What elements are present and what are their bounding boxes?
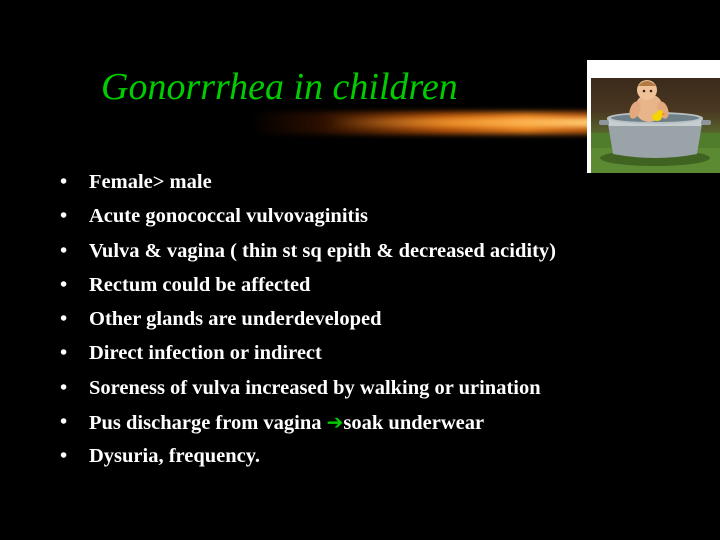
bullet-text: Rectum could be affected: [89, 273, 311, 296]
bullet-text: Other glands are underdeveloped: [89, 308, 382, 331]
bullet-text: Vulva & vagina ( thin st sq epith & decreased acidity): [89, 239, 556, 262]
baby-in-tub-photo: [587, 60, 720, 173]
bullet-icon: •: [60, 205, 68, 228]
bullet-text: Direct infection or indirect: [89, 342, 322, 365]
bullet-text: Acute gonococcal vulvovaginitis: [89, 205, 369, 228]
bullet-icon: •: [60, 445, 68, 468]
bullet-text: Female> male: [89, 171, 212, 193]
bullet-text: Dysuria, frequency.: [89, 445, 261, 468]
bullet-text-prefix: Pus discharge from vagina: [89, 412, 327, 435]
baby-in-tub-illustration: [591, 78, 720, 173]
bullet-icon: •: [60, 342, 68, 365]
bullet-text-suffix: soak underwear: [343, 412, 485, 435]
bullet-icon: •: [60, 171, 68, 193]
slide-title: Gonorrrhea in children: [101, 66, 458, 108]
bullet-text-with-arrow: [89, 408, 484, 437]
bullet-text: Soreness of vulva increased by walking or urination: [89, 376, 541, 399]
bullet-icon: •: [60, 239, 68, 262]
bullet-icon: •: [60, 308, 68, 331]
bullet-icon: •: [60, 273, 68, 296]
bullet-icon: •: [60, 411, 68, 434]
right-arrow-icon: ➔: [326, 410, 344, 435]
bullet-icon: •: [60, 376, 68, 399]
